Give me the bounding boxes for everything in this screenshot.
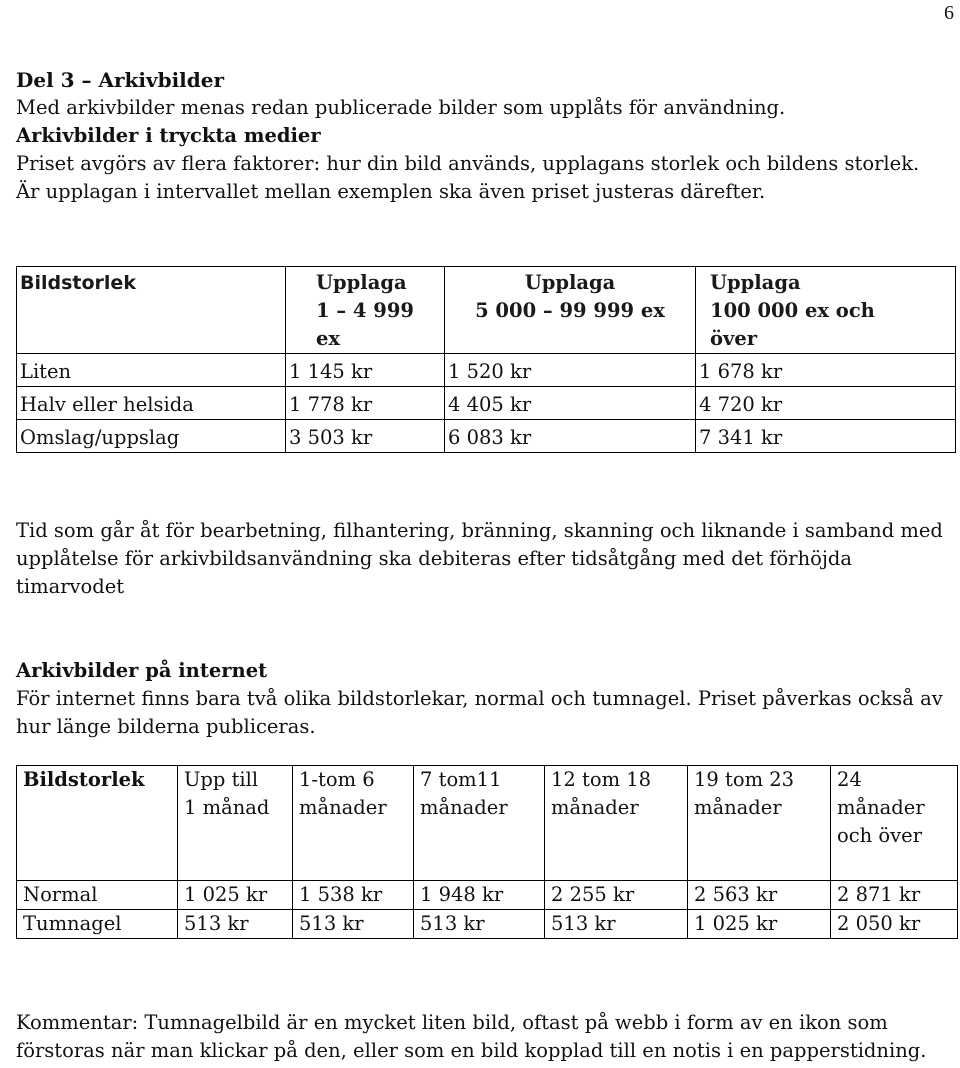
price-cell: 513 kr [414,910,545,939]
price-cell: 4 720 kr [696,387,956,420]
price-cell: 1 145 kr [286,354,445,387]
page-number: 6 [944,2,954,24]
price-cell: 2 050 kr [831,910,958,939]
price-cell: 513 kr [293,910,414,939]
internet-heading: Arkivbilder på internet [16,659,268,682]
print-col-header-text: Bildstorlek [20,272,136,294]
print-col-header-text: Upplaga 1 – 4 999 ex [316,271,414,350]
print-heading: Arkivbilder i tryckta medier [16,124,321,147]
price-cell: 1 948 kr [414,881,545,910]
print-col-header-text: Upplaga 5 000 – 99 999 ex [475,271,665,322]
price-cell: 2 255 kr [545,881,688,910]
price-cell: 1 025 kr [688,910,831,939]
internet-col-header-text: Bildstorlek [23,768,145,791]
table-row [17,387,956,420]
table-row [17,910,958,939]
internet-col-header-text: 19 tom 23 månader [694,768,795,819]
internet-col-header [688,766,831,881]
price-cell: 1 520 kr [445,354,696,387]
price-cell: 6 083 kr [445,420,696,453]
price-cell: 513 kr [545,910,688,939]
document-body [16,66,946,1065]
table-row [17,354,956,387]
internet-text: För internet finns bara två olika bildstorlekar, normal och tumnagel. Priset påverkas också av hur länge bilderna publiceras. [16,687,943,738]
internet-col-header-text: 12 tom 18 månader [551,768,652,819]
price-cell: 7 341 kr [696,420,956,453]
internet-col-header [293,766,414,881]
internet-col-header-text: Upp till 1 månad [184,768,270,819]
price-cell: 1 025 kr [178,881,293,910]
internet-col-header [17,766,178,881]
internet-col-header [831,766,958,881]
internet-col-header [178,766,293,881]
time-note: Tid som går åt för bearbetning, filhantering, bränning, skanning och liknande i samband med upplåtelse för arkivbildsanvändning ska debiteras efter tidsåtgång med det förhöjda timarvodet [16,519,943,598]
price-cell: 2 563 kr [688,881,831,910]
price-cell: 2 871 kr [831,881,958,910]
price-cell: 1 538 kr [293,881,414,910]
print-price-table [16,266,956,453]
print-col-header [696,267,956,354]
print-text: Priset avgörs av flera faktorer: hur din bild används, upplagans storlek och bildens storlek. Är upplagan i intervallet mellan exemplen ska även priset justeras därefter. [16,152,920,203]
intro-text: Med arkivbilder menas redan publicerade bilder som upplåts för användning. [16,96,786,119]
table-row [17,881,958,910]
price-cell: 1 778 kr [286,387,445,420]
comment-text: Kommentar: Tumnagelbild är en mycket liten bild, oftast på webb i form av en ikon som förstoras när man klickar på den, eller som en bild kopplad till en notis i en papperstidning. [16,1011,927,1062]
internet-table-header-row [17,766,958,881]
internet-col-header-text: 7 tom11 månader [420,768,508,819]
internet-col-header-text: 1-tom 6 månader [299,768,387,819]
price-cell: 3 503 kr [286,420,445,453]
section-heading: Del 3 – Arkivbilder [16,68,225,92]
row-label: Omslag/uppslag [17,420,286,453]
price-cell: 4 405 kr [445,387,696,420]
internet-col-header [545,766,688,881]
price-cell: 1 678 kr [696,354,956,387]
print-col-header [445,267,696,354]
print-table-header-row [17,267,956,354]
print-col-header [17,267,286,354]
table-row [17,420,956,453]
internet-col-header [414,766,545,881]
internet-price-table [16,765,958,939]
row-label: Halv eller helsida [17,387,286,420]
row-label: Normal [17,881,178,910]
print-col-header-text: Upplaga 100 000 ex och över [710,271,875,350]
print-col-header [286,267,445,354]
internet-col-header-text: 24 månader och över [837,768,925,847]
row-label: Liten [17,354,286,387]
row-label: Tumnagel [17,910,178,939]
price-cell: 513 kr [178,910,293,939]
